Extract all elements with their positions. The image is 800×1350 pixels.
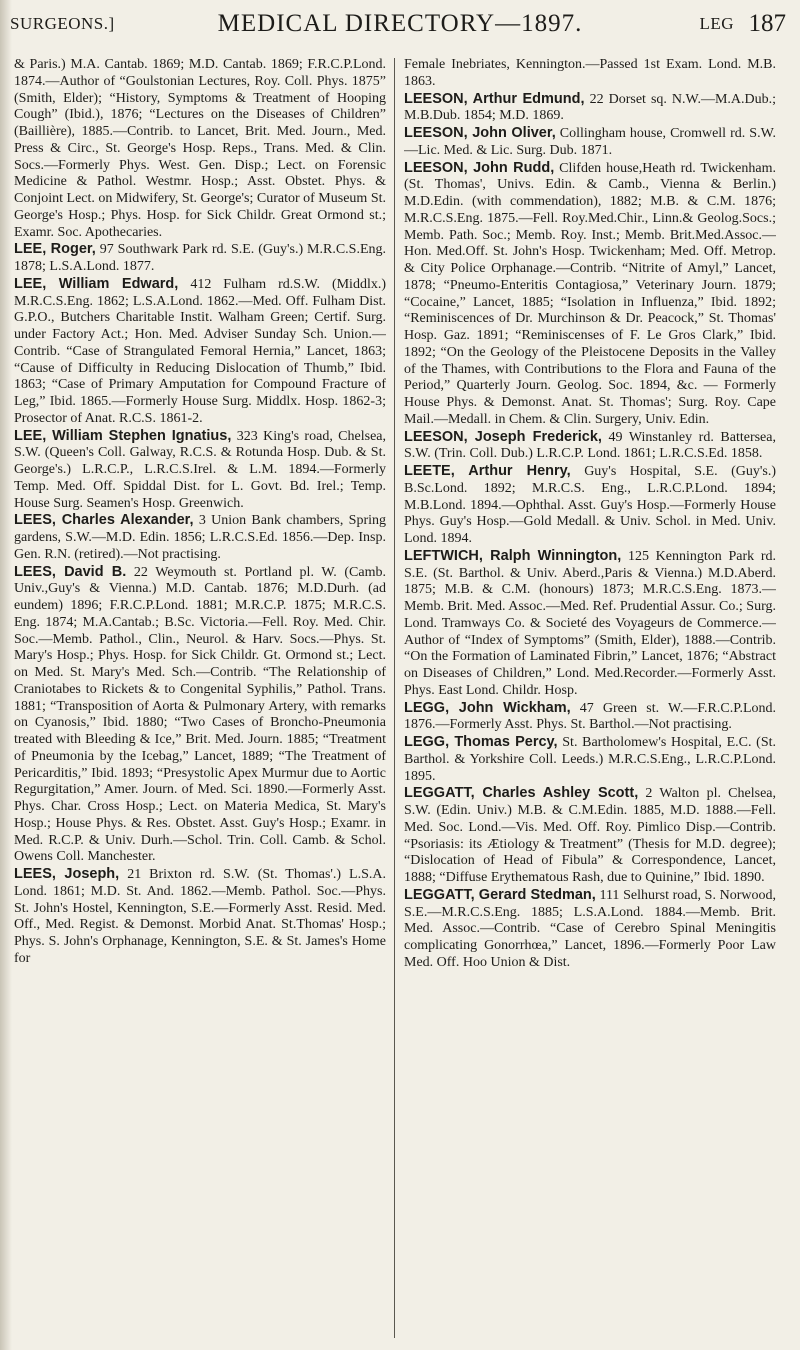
entry-text: 22 Dorset sq. N.W.—M.A.Dub.; M.B.Dub. 1854; M.D. 1869.: [404, 91, 776, 124]
directory-entry: [404, 429, 776, 464]
entry-text: Collingham house, Cromwell rd. S.W.—Lic. Med. & Lic. Surg. Dub. 1871.: [404, 126, 776, 158]
entry-text: 3 Union Bank chambers, Spring gardens, S.W.—M.D. Edin. 1856; L.R.C.S.Ed. 1856.—Dep. Insp. Gen. R.N. (retired).—Not practising.: [14, 513, 386, 562]
directory-entry: [404, 548, 776, 700]
running-title: MEDICAL DIRECTORY—1897.: [217, 10, 583, 37]
section-label: SURGEONS.]: [10, 14, 115, 33]
directory-entry: [404, 700, 776, 735]
entry-text: 323 King's road, Chelsea, S.W. (Queen's Coll. Galway, R.C.S. & Rotunda Hosp. Dub. & St. George's.) L.R.C.P., L.R.C.S.Irel. & L.M. 1894.—Formerly Temp. Med. Off. Spiddal Dist. for L. Govt. Bd. Irel.; Temp. House Surg. Seamen's Hosp. Greenwich.: [14, 428, 386, 511]
entry-text: 49 Winstanley rd. Battersea, S.W. (Trin. Coll. Dub.) L.R.C.P. Lond. 1861; L.R.C.S.Ed. 1858.: [404, 429, 776, 462]
entry-name: LEESON, John Oliver,: [404, 125, 556, 141]
entry-name: LEGGATT, Gerard Stedman,: [404, 886, 596, 903]
directory-entry: [404, 887, 776, 972]
right-column: [404, 56, 776, 1341]
entry-text: 412 Fulham rd.S.W. (Middlx.) M.R.C.S.Eng. 1862; L.S.A.Lond. 1862.—Med. Off. Fulham Dist. G.P.O., Butchers Charitable Instit. Walham Green; Certif. Surg. under Factory Act.; Hon. Med. Adviser Sunday Sch. Union.—Contrib. “Case of Strangulated Femoral Hernia,” Lancet, 1863; “Cause of Difficulty in Reducing Dislocation of Thumb,” Ibid. 1863; “Case of Primary Amputation for Compound Fracture of Leg,” Ibid. 1865.—Formerly House Surg. Middlx. Hosp. 1862-3; Prosector of Anat. R.C.S. 1861-2.: [14, 276, 386, 426]
entry-name: LEGG, John Wickham,: [404, 699, 571, 716]
entry-name: LEESON, Joseph Frederick,: [404, 428, 602, 445]
column-divider: [394, 58, 395, 1338]
page-header: [10, 10, 790, 52]
directory-entry: [14, 241, 386, 276]
entry-text: 47 Green st. W.—F.R.C.P.Lond. 1876.—Formerly Asst. Phys. St. Barthol.—Not practising.: [404, 700, 776, 733]
entry-name: LEETE, Arthur Henry,: [404, 463, 571, 479]
directory-entry: [404, 785, 776, 887]
entry-name: LEE, William Edward,: [14, 275, 179, 292]
entry-text: & Paris.) M.A. Cantab. 1869; M.D. Cantab. 1869; F.R.C.P.Lond. 1874.—Author of “Goulstonian Lectures, Roy. Coll. Phys. 1875” (Smith, Elder); “History, Symptoms & Treatment of Hooping Cough” (Ibid.), 1876; “Lectures on the Diseases of Children” (Baillière), 1885.—Contrib. to Lancet, Brit. Med. Journ., Med. Press & Circ., St. George's Hosp. Reps., Trans. Med. & Clin. Socs.—Formerly Phys. West. Gen. Disp.; Lect. on Forensic Medicine & Pathol. Westmr. Hosp.; Asst. Obstet. Phys. & Conjoint Lect. on Midwifery, St. George's; Curator of Museum St. George's Hosp.; Phys. Hosp. for Sick Childr. Great Ormond st.; Examr. Soc. Apothecaries.: [14, 57, 386, 240]
directory-entry: [404, 125, 776, 160]
directory-entry: [14, 428, 386, 513]
entry-name: LEE, Roger,: [14, 241, 96, 258]
entry-name: LEES, David B.: [14, 563, 127, 580]
directory-entry: [404, 734, 776, 785]
directory-entry: [14, 866, 386, 968]
directory-entry: [404, 463, 776, 548]
entry-text: Clifden house,Heath rd. Twickenham. (St. Thomas', Univs. Edin. & Camb., Vienna & Berlin.) M.D.Edin. (with commendation), 1882; M.B. & C.M. 1876; M.R.C.S.Eng. 1875.—Fell. Roy.Med.Chir., Linn.& Geolog.Socs.; Memb. Path. Soc.; Memb. Roy. Inst.; Memb. Brit.Med.Assoc.—Hon. Med.Off. St. John's Hosp. Twickenham; Med. Off. Metrop. & City Police Orphanage.—Contrib. “Nitrite of Amyl,” Lancet, 1878; “Pneumo-Enteritis Contagiosa,” Veterinary Journ. 1879; “Cocaine,” Lancet, 1885; “Isolation in Influenza,” Ibid. 1892; “Reminiscences of Dr. Murchinson & Dr. Peacock,” St. Thomas' Hosp. Gaz. 1891; “Reminiscenses of F. Le Gros Clark,” Ibid. 1892; “On the Geology of the Pleistocene Deposits in the Valley of the Thames, with Contributions to the Flora and Fauna of the Period,” Quarterly Journ. Geolog. Soc. 1894, &c. — Formerly House Phys. & Demonst. Anat. St. Thomas'; Surg. Roy. Cape Mail.—Medall. in Chem. & Clin. Surgery, Univ. Edin.: [404, 160, 776, 427]
directory-entry: [404, 91, 776, 126]
entry-text: 2 Walton pl. Chelsea, S.W. (Edin. Univ.) M.B. & C.M.Edin. 1885, M.D. 1888.—Fell. Med. Soc. Lond.—Vis. Med. Off. Roy. Pimlico Disp.—Contrib. “Psoriasis: its Ætiology & Treatment” (Thesis for M.D. degree); “Dislocation of Head of Fibula” & Correspondence, Lancet, 1888; “Diffuse Erythematous Rash, due to Quinine,” Ibid. 1890.: [404, 786, 776, 885]
entry-text: 22 Weymouth st. Portland pl. W. (Camb. Univ.,Guy's & Vienna.) M.D. Cantab. 1876; M.D.Durh. (ad eundem) 1896; F.R.C.P.Lond. 1881; M.R.C.P. 1875; M.R.C.S. Eng. 1874; M.A.Cantab.; B.Sc. Victoria.—Fell. Roy. Med. Chir. Soc.—Memb. Pathol., Clin., Neurol. & Harv. Socs.—Phys. St. Mary's Hosp.; Phys. Hosp. for Sick Childr. Gt. Ormond st.; Lect. on Med. St. Mary's Med. Sch.—Contrib. “The Relationship of Craniotabes to Rickets & to Congenital Syphilis,” Pathol. Trans. 1881; “Transposition of Aorta & Pulmonary Artery, with remarks on Cyanosis,” Ibid. 1880; “Two Cases of Broncho-Pneumonia treated with Bleeding & Ice,” Brit. Med. Journ. 1885; “Treatment of Pneumonia by the Icebag,” Lancet, 1889; “The Treatment of Pericarditis,” Ibid. 1893; “Presystolic Apex Murmur due to Aortic Regurgitation,” Amer. Journ. of Med. Sci. 1890.—Formerly Asst. Phys. Char. Cross Hosp.; Lect. on Materia Medica, St. Mary's Hosp.; House Phys. & Res. Obstet. Asst. Guy's Hosp.; Examr. in Med. R.C.P. & Univ. Durh.—Schol. Trin. Coll. Camb. & Schol. Owens Coll. Manchester.: [14, 564, 386, 865]
entry-name: LEE, William Stephen Ignatius,: [14, 427, 232, 444]
directory-entry: [14, 564, 386, 867]
entry-name: LEESON, John Rudd,: [404, 159, 555, 176]
entry-text: St. Bartholomew's Hospital, E.C. (St. Barthol. & Yorkshire Coll. Leeds.) M.R.C.S.Eng., L.R.C.P.Lond. 1895.: [404, 735, 776, 784]
entry-text: 97 Southwark Park rd. S.E. (Guy's.) M.R.C.S.Eng. 1878; L.S.A.Lond. 1877.: [14, 242, 386, 274]
entry-name: LEES, Charles Alexander,: [14, 512, 194, 529]
directory-entry: [404, 56, 776, 91]
page-number: 187: [748, 10, 786, 37]
guide-word: LEG: [699, 14, 734, 33]
directory-entry: [14, 56, 386, 241]
directory-entry: [14, 276, 386, 428]
entry-name: LEGGATT, Charles Ashley Scott,: [404, 785, 639, 802]
entry-name: LEESON, Arthur Edmund,: [404, 90, 585, 107]
left-column: [14, 56, 386, 1341]
directory-entry: [14, 512, 386, 563]
directory-entry: [404, 160, 776, 429]
entry-text: Female Inebriates, Kennington.—Passed 1st Exam. Lond. M.B. 1863.: [404, 57, 776, 89]
entry-name: LEFTWICH, Ralph Winnington,: [404, 547, 622, 564]
entry-name: LEES, Joseph,: [14, 866, 120, 882]
entry-name: LEGG, Thomas Percy,: [404, 734, 558, 750]
binding-shadow: [0, 0, 12, 1350]
entry-text: 125 Kennington Park rd. S.E. (St. Barthol. & Univ. Aberd.,Paris & Vienna.) M.D.Aberd. 1875; M.B. & C.M. (honours) 1873; M.R.C.S.Eng. 1873.—Memb. Brit. Med. Assoc.—Med. Ref. Prudential Assur. Co.; Surg. Lond. Tramways Co. & Societé des Voyageurs de Commerce.—Author of “Index of Symptoms” (Smith, Elder), 1888.—Contrib. “On the Formation of Laminated Fibrin,” Lancet, 1876; “Abstract on Diseases of Children,” Lond. Med.Recorder.—Formerly Asst. Phys. East Lond. Childr. Hosp.: [404, 548, 776, 698]
entry-text: 111 Selhurst road, S. Norwood, S.E.—M.R.C.S.Eng. 1885; L.S.A.Lond. 1884.—Memb. Brit. Med. Assoc.—Contrib. “Case of Cerebro Spinal Meningitis complicating Gonorrhœa,” Lancet, 1896.—Formerly Poor Law Med. Off. Hoo Union & Dist.: [404, 887, 776, 970]
entry-text: Guy's Hospital, S.E. (Guy's.) B.Sc.Lond. 1892; M.R.C.S. Eng., L.R.C.P.Lond. 1894; M.B.Lond. 1894.—Ophthal. Asst. Guy's Hosp.—Formerly House Phys. Guy's Hosp.—Gold Medall. & Univ. Schol. in Med. Univ. Lond. 1894.: [404, 464, 776, 546]
entry-text: 21 Brixton rd. S.W. (St. Thomas'.) L.S.A. Lond. 1861; M.D. St. And. 1862.—Memb. Pathol. Soc.—Phys. St. John's Hostel, Kennington, S.E.—Formerly Asst. Resid. Med. Off., Med. Regist. & Demonst. Morbid Anat. St.Thomas' Hosp.; Phys. S. John's Orphanage, Kennington, S.E. & St. James's Home for: [14, 867, 386, 966]
